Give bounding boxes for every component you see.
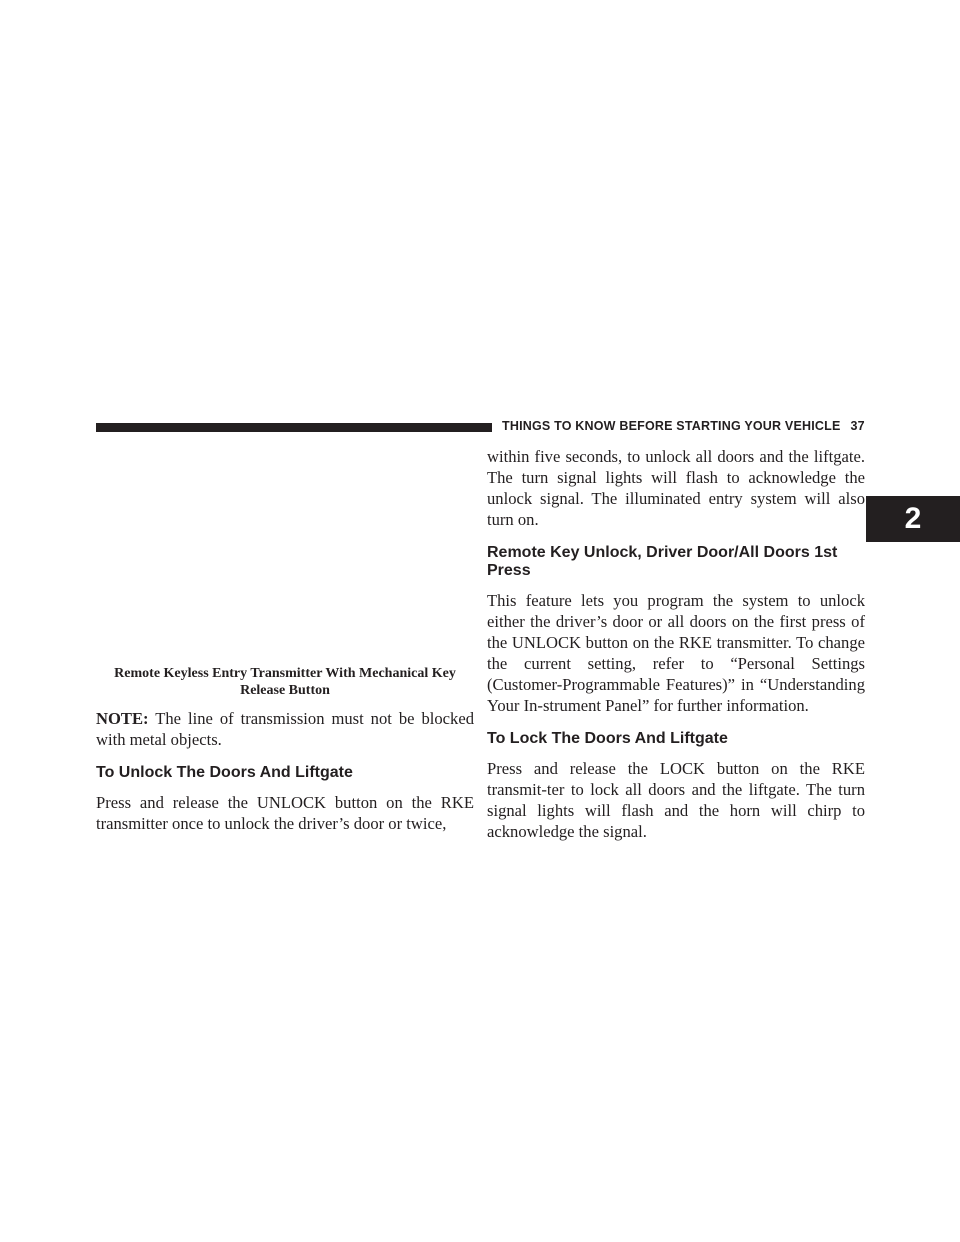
note-label: NOTE: bbox=[96, 709, 149, 728]
figure-caption bbox=[96, 665, 474, 699]
heading-remote-key-unlock: Remote Key Unlock, Driver Door/All Doors 1st Press bbox=[487, 544, 838, 579]
remote-key-paragraph: This feature lets you program the system to unlock either the driver’s door or all doors on the first press of the UNLOCK button on the RKE transmitter. To change the current setting, refer to “Personal Settings (Customer-Programmable Features)” in “Understanding Your In-strument Panel” for further information. bbox=[487, 591, 865, 715]
running-header bbox=[502, 419, 865, 433]
caption-line-1: Remote Keyless Entry Transmitter With Mechanical Key bbox=[114, 666, 456, 681]
heading-lock-doors: To Lock The Doors And Liftgate bbox=[487, 730, 728, 747]
section-title: THINGS TO KNOW BEFORE STARTING YOUR VEHICLE bbox=[502, 419, 841, 433]
unlock-paragraph-continued: within five seconds, to unlock all doors and the liftgate. The turn signal lights will flash to acknowledge the unlock signal. The illuminated entry system will also turn on. bbox=[487, 447, 865, 529]
left-column bbox=[96, 665, 474, 834]
right-column bbox=[487, 446, 865, 842]
heading-unlock-doors: To Unlock The Doors And Liftgate bbox=[96, 764, 353, 781]
page-number: 37 bbox=[850, 419, 865, 433]
chapter-tab: 2 bbox=[866, 496, 960, 542]
caption-line-2: Release Button bbox=[240, 683, 330, 698]
note-text: The line of transmission must not be blocked with metal objects. bbox=[96, 709, 474, 749]
note-paragraph bbox=[96, 708, 474, 750]
lock-paragraph: Press and release the LOCK button on the RKE transmit-ter to lock all doors and the liftgate. The turn signal lights will flash and the horn will chirp to acknowledge the signal. bbox=[487, 759, 865, 841]
header-rule bbox=[96, 423, 492, 432]
unlock-paragraph: Press and release the UNLOCK button on the RKE transmitter once to unlock the driver’s door or twice, bbox=[96, 793, 474, 833]
